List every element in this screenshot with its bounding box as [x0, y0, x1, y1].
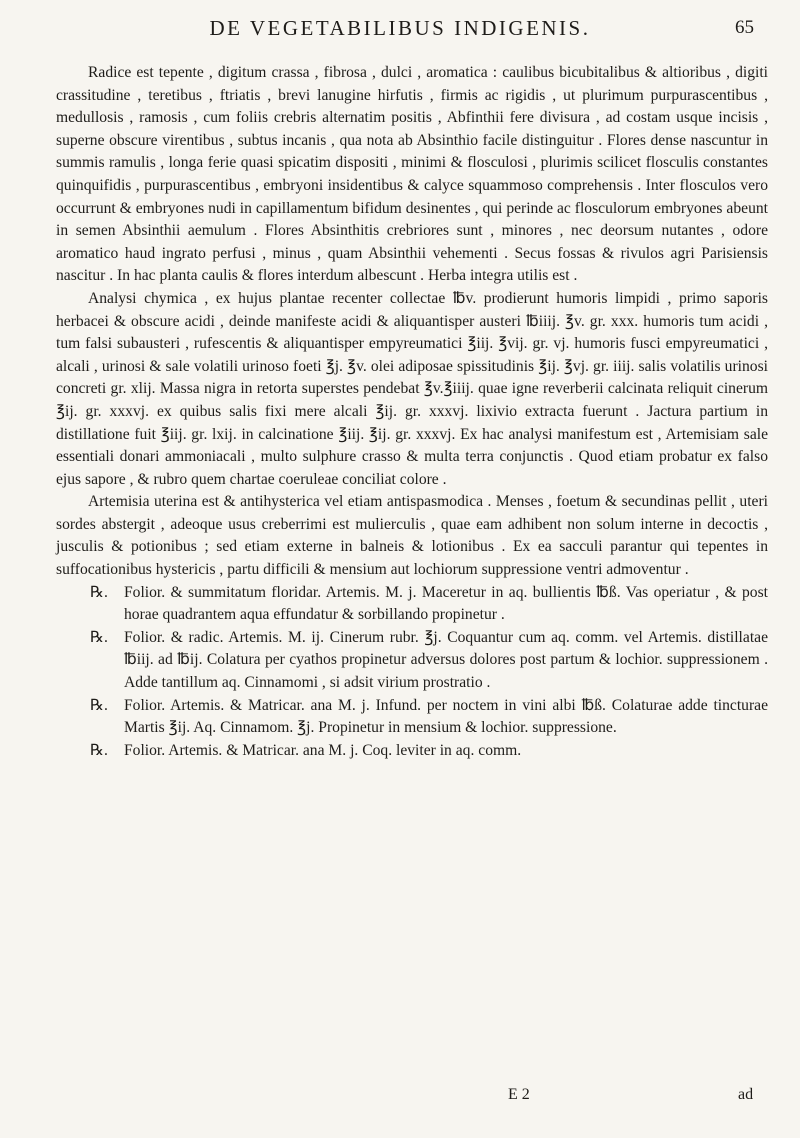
- recipe-symbol: ℞.: [90, 741, 108, 759]
- running-header: [40, 16, 760, 48]
- paragraph-virtues: Artemisia uterina est & antihysterica vel etiam antispasmodica . Menses , foetum & secundinas pellit , uteri sordes abstergit , adeoque usus creberrimi est mulierculis , quae eam adhibent non solum interne in decoctis , jusculis & potionibus ; sed etiam externe in balneis & lotionibus . Ex ea sacculi parantur qui tepentes in suffocationibus hystericis , partu difficili & mensium aut lochiorum suppressione ventri admoventur .: [56, 493, 768, 579]
- recipe-text: Folior. & radic. Artemis. M. ij. Cinerum rubr. ℥j. Coquantur cum aq. comm. vel Artemis. distillatae ℔iij. ad ℔ij. Colatura per cyathos propinetur adversus dolores post partum & lochior. suppressionem . Adde tantillum aq. Cinnamomi , si adsit virium prostratio .: [124, 628, 768, 692]
- recipe-4: [56, 740, 768, 763]
- paragraph-analysis: Analysi chymica , ex hujus plantae recenter collectae ℔v. prodierunt humoris limpidi , primo saporis herbacei & obscure acidi , deinde manifeste acidi & aliquantisper austeri ℔iiij. ℥v. gr. xxx. humoris tum acidi , tum falsi subausteri , rufescentis & aliquantisper empyreumatici ℥iij. ℥vij. gr. vj. humoris fusci empyreumatici , alcali , urinosi & sale volatili urinoso foeti ℥j. ℥v. olei adiposae spissitudinis ℥ij. ℥vj. gr. iiij. salis volatilis urinosi concreti gr. xlij. Massa nigra in retorta superstes pendebat ℥v.℥iiij. quae igne reverberii calcinata reliquit cinerum ℥ij. gr. xxxvj. ex quibus salis fixi mere alcali ℥ij. gr. xxxvj. lixivio extracta fuerunt . Jactura partium in distillatione fuit ℥iij. gr. lxij. in calcinatione ℥iij. ℥ij. gr. xxxvj. Ex hac analysi manifestum est , Artemisiam sale essentiali donari ammoniacali , multo sulphure crasso & multa terra conjunctis . Quod etiam probatur ex falso ejus sapore , & rubro quem chartae coeruleae conciliat colore .: [56, 289, 768, 488]
- recipe-2: [56, 627, 768, 695]
- recipe-symbol: ℞.: [90, 628, 108, 646]
- recipe-symbol: ℞.: [90, 583, 108, 601]
- recipe-3: [56, 695, 768, 740]
- page-number: 65: [735, 17, 754, 38]
- page-title: DE VEGETABILIBUS INDIGENIS.: [209, 16, 591, 40]
- signature-mark: E 2: [508, 1086, 530, 1103]
- recipe-text: Folior. & summitatum floridar. Artemis. M. j. Maceretur in aq. bullientis ℔ß. Vas operiatur , & post horae quadrantem aqua effundatur & sorbillando propinetur .: [124, 583, 768, 624]
- recipe-text: Folior. Artemis. & Matricar. ana M. j. Coq. leviter in aq. comm.: [124, 741, 522, 759]
- catchword: ad: [738, 1086, 754, 1103]
- recipe-text: Folior. Artemis. & Matricar. ana M. j. Infund. per noctem in vini albi ℔ß. Colaturae adde tincturae Martis ℥ij. Aq. Cinnamom. ℥j. Propinetur in mensium & lochior. suppressione.: [124, 696, 768, 737]
- recipe-symbol: ℞.: [90, 696, 108, 714]
- paragraph-description: Radice est tepente , digitum crassa , fibrosa , dulci , aromatica : caulibus bicubitalibus & altioribus , digiti crassitudine , teretibus , ftriatis , brevi lanugine hirfutis , firmis ac rigidis , ut plurimum purpurascentibus , medullosis , ramosis , cum foliis crebris alternatim positis , Abfinthii fere divisura , ad costam usque incisis , superne obscure virentibus , subtus incanis , qua nota ab Absinthio facile distinguitur . Flores dense nascuntur in summis ramulis , longa ferie quasi spicatim dispositi , minimi & flosculosi , plurimis scilicet flosculis constantes quinquifidis , purpurascentibus , embryoni insidentibus & calyce squammoso comprehensis . Inter flosculos vero occurrunt & embryones nudi in capillamentum bifidum desinentes , qui perinde ac flosculorum embryones abeunt in semen Absinthii aemulum . Flores Absinthitis crebriores sunt , minores , nec deorsum nutantes , odore aromatico haud ingrato perfusi , minus , quam Absinthii vehementi . Secus fossas & rivulos agri Parisiensis nascitur . In hac planta caulis & flores interdum albescunt . Herba integra utilis est .: [56, 64, 768, 285]
- main-text: [56, 62, 768, 762]
- recipe-1: [56, 582, 768, 627]
